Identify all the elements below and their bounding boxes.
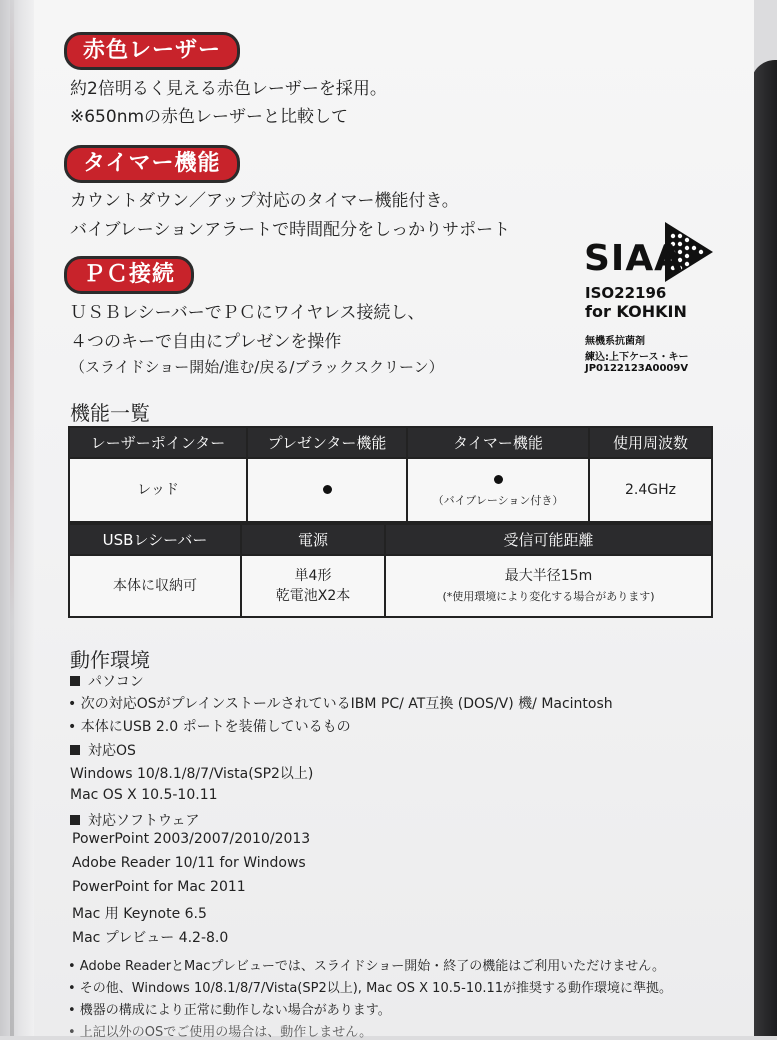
spec-power-line1: 単4形 (294, 568, 332, 584)
environment-software2: Adobe Reader 10/11 for Windows (72, 855, 306, 871)
siaa-iso: ISO22196 (585, 284, 667, 302)
note-3: • 機器の構成により正常に動作しない場合があります。 (68, 1003, 391, 1018)
box-left-edge (0, 0, 34, 1036)
environment-os1: Windows 10/8.1/8/7/Vista(SP2以上) (70, 766, 314, 782)
siaa-registration: JP0122123A0009V (585, 363, 689, 374)
square-bullet-icon (70, 815, 80, 825)
feature-title-laser: 赤色レーザー (64, 32, 240, 70)
feature-title-pc: ＰＣ接続 (64, 256, 194, 294)
spec-value-frequency: 2.4GHz (589, 458, 712, 522)
spec-power-line2: 乾電池X2本 (275, 588, 351, 604)
feature-laser-line2: ※650nmの赤色レーザーと比較して (70, 107, 349, 127)
environment-pc-item2: • 本体にUSB 2.0 ポートを装備しているもの (68, 719, 351, 735)
spec-header-presenter: プレゼンター機能 (247, 427, 407, 458)
feature-pc-line2: ４つのキーで自由にプレゼンを操作 (70, 332, 342, 352)
spec-range-line2: (*使用環境により変化する場合があります) (442, 589, 655, 603)
spec-header-power: 電源 (241, 524, 385, 555)
siaa-brand: SIAA (584, 238, 684, 279)
spec-value-laser: レッド (69, 458, 247, 522)
environment-software5: Mac プレビュー 4.2-8.0 (72, 930, 229, 946)
note-4: • 上記以外のOSでご使用の場合は、動作しません。 (68, 1025, 373, 1040)
spec-value-receiver: 本体に収納可 (69, 555, 241, 617)
siaa-for: for KOHKIN (585, 302, 687, 321)
siaa-type: 無機系抗菌剤 (585, 336, 645, 347)
spec-table-value-row (69, 555, 712, 617)
spec-header-range: 受信可能距離 (385, 524, 712, 555)
spec-table-value-row (69, 458, 712, 522)
spec-table-row2 (68, 523, 713, 618)
environment-software4: Mac 用 Keynote 6.5 (72, 906, 207, 922)
spec-value-power (241, 555, 385, 617)
spec-header-timer: タイマー機能 (407, 427, 589, 458)
spec-table-header-row (69, 524, 712, 555)
spec-value-range (385, 555, 712, 617)
spec-range-line1: 最大半径15m (504, 567, 593, 584)
environment-pc-item1: • 次の対応OSがプレインストールされているIBM PC/ AT互換 (DOS/V) 機/ Macintosh (68, 696, 613, 712)
spec-value-timer (407, 458, 589, 522)
environment-software3: PowerPoint for Mac 2011 (72, 879, 246, 895)
spec-table-row1 (68, 426, 713, 523)
spec-header-laser: レーザーポインター (69, 427, 247, 458)
feature-pc-line3: （スライドショー開始/進む/戻る/ブラックスクリーン） (70, 358, 444, 376)
spec-value-presenter (247, 458, 407, 522)
environment-os2: Mac OS X 10.5-10.11 (70, 787, 218, 803)
environment-os-label: 対応OS (70, 740, 136, 760)
siaa-parts: 練込:上下ケース・キー (585, 352, 689, 363)
supported-dot-icon (323, 485, 332, 494)
supported-dot-icon (494, 475, 503, 484)
environment-software1: PowerPoint 2003/2007/2010/2013 (72, 831, 311, 847)
spec-table-title: 機能一覧 (70, 401, 150, 425)
spec-table-header-row (69, 427, 712, 458)
square-bullet-icon (70, 676, 80, 686)
environment-software-label: 対応ソフトウェア (70, 810, 199, 830)
feature-pc-line1: ＵＳＢレシーバーでＰＣにワイヤレス接続し、 (70, 303, 425, 323)
environment-title: 動作環境 (70, 648, 150, 672)
spec-header-receiver: USBレシーバー (69, 524, 241, 555)
spec-header-frequency: 使用周波数 (589, 427, 712, 458)
note-1: • Adobe ReaderとMacプレビューでは、スライドショー開始・終了の機能はご利用いただけません。 (68, 959, 666, 974)
feature-timer-line1: カウントダウン／アップ対応のタイマー機能付き。 (70, 191, 459, 211)
box-right-frame (751, 60, 777, 1036)
square-bullet-icon (70, 745, 80, 755)
feature-title-timer: タイマー機能 (64, 145, 240, 183)
spec-timer-note: （バイブレーション付き） (432, 493, 564, 507)
box-edge-strip (10, 0, 14, 1036)
environment-pc-label: パソコン (70, 671, 144, 691)
feature-laser-line1: 約2倍明るく見える赤色レーザーを採用。 (70, 79, 387, 99)
note-2: • その他、Windows 10/8.1/8/7/Vista(SP2以上), Mac OS X 10.5-10.11が推奨する動作環境に準拠。 (68, 981, 673, 996)
feature-timer-line2: バイブレーションアラートで時間配分をしっかりサポート (70, 220, 511, 240)
